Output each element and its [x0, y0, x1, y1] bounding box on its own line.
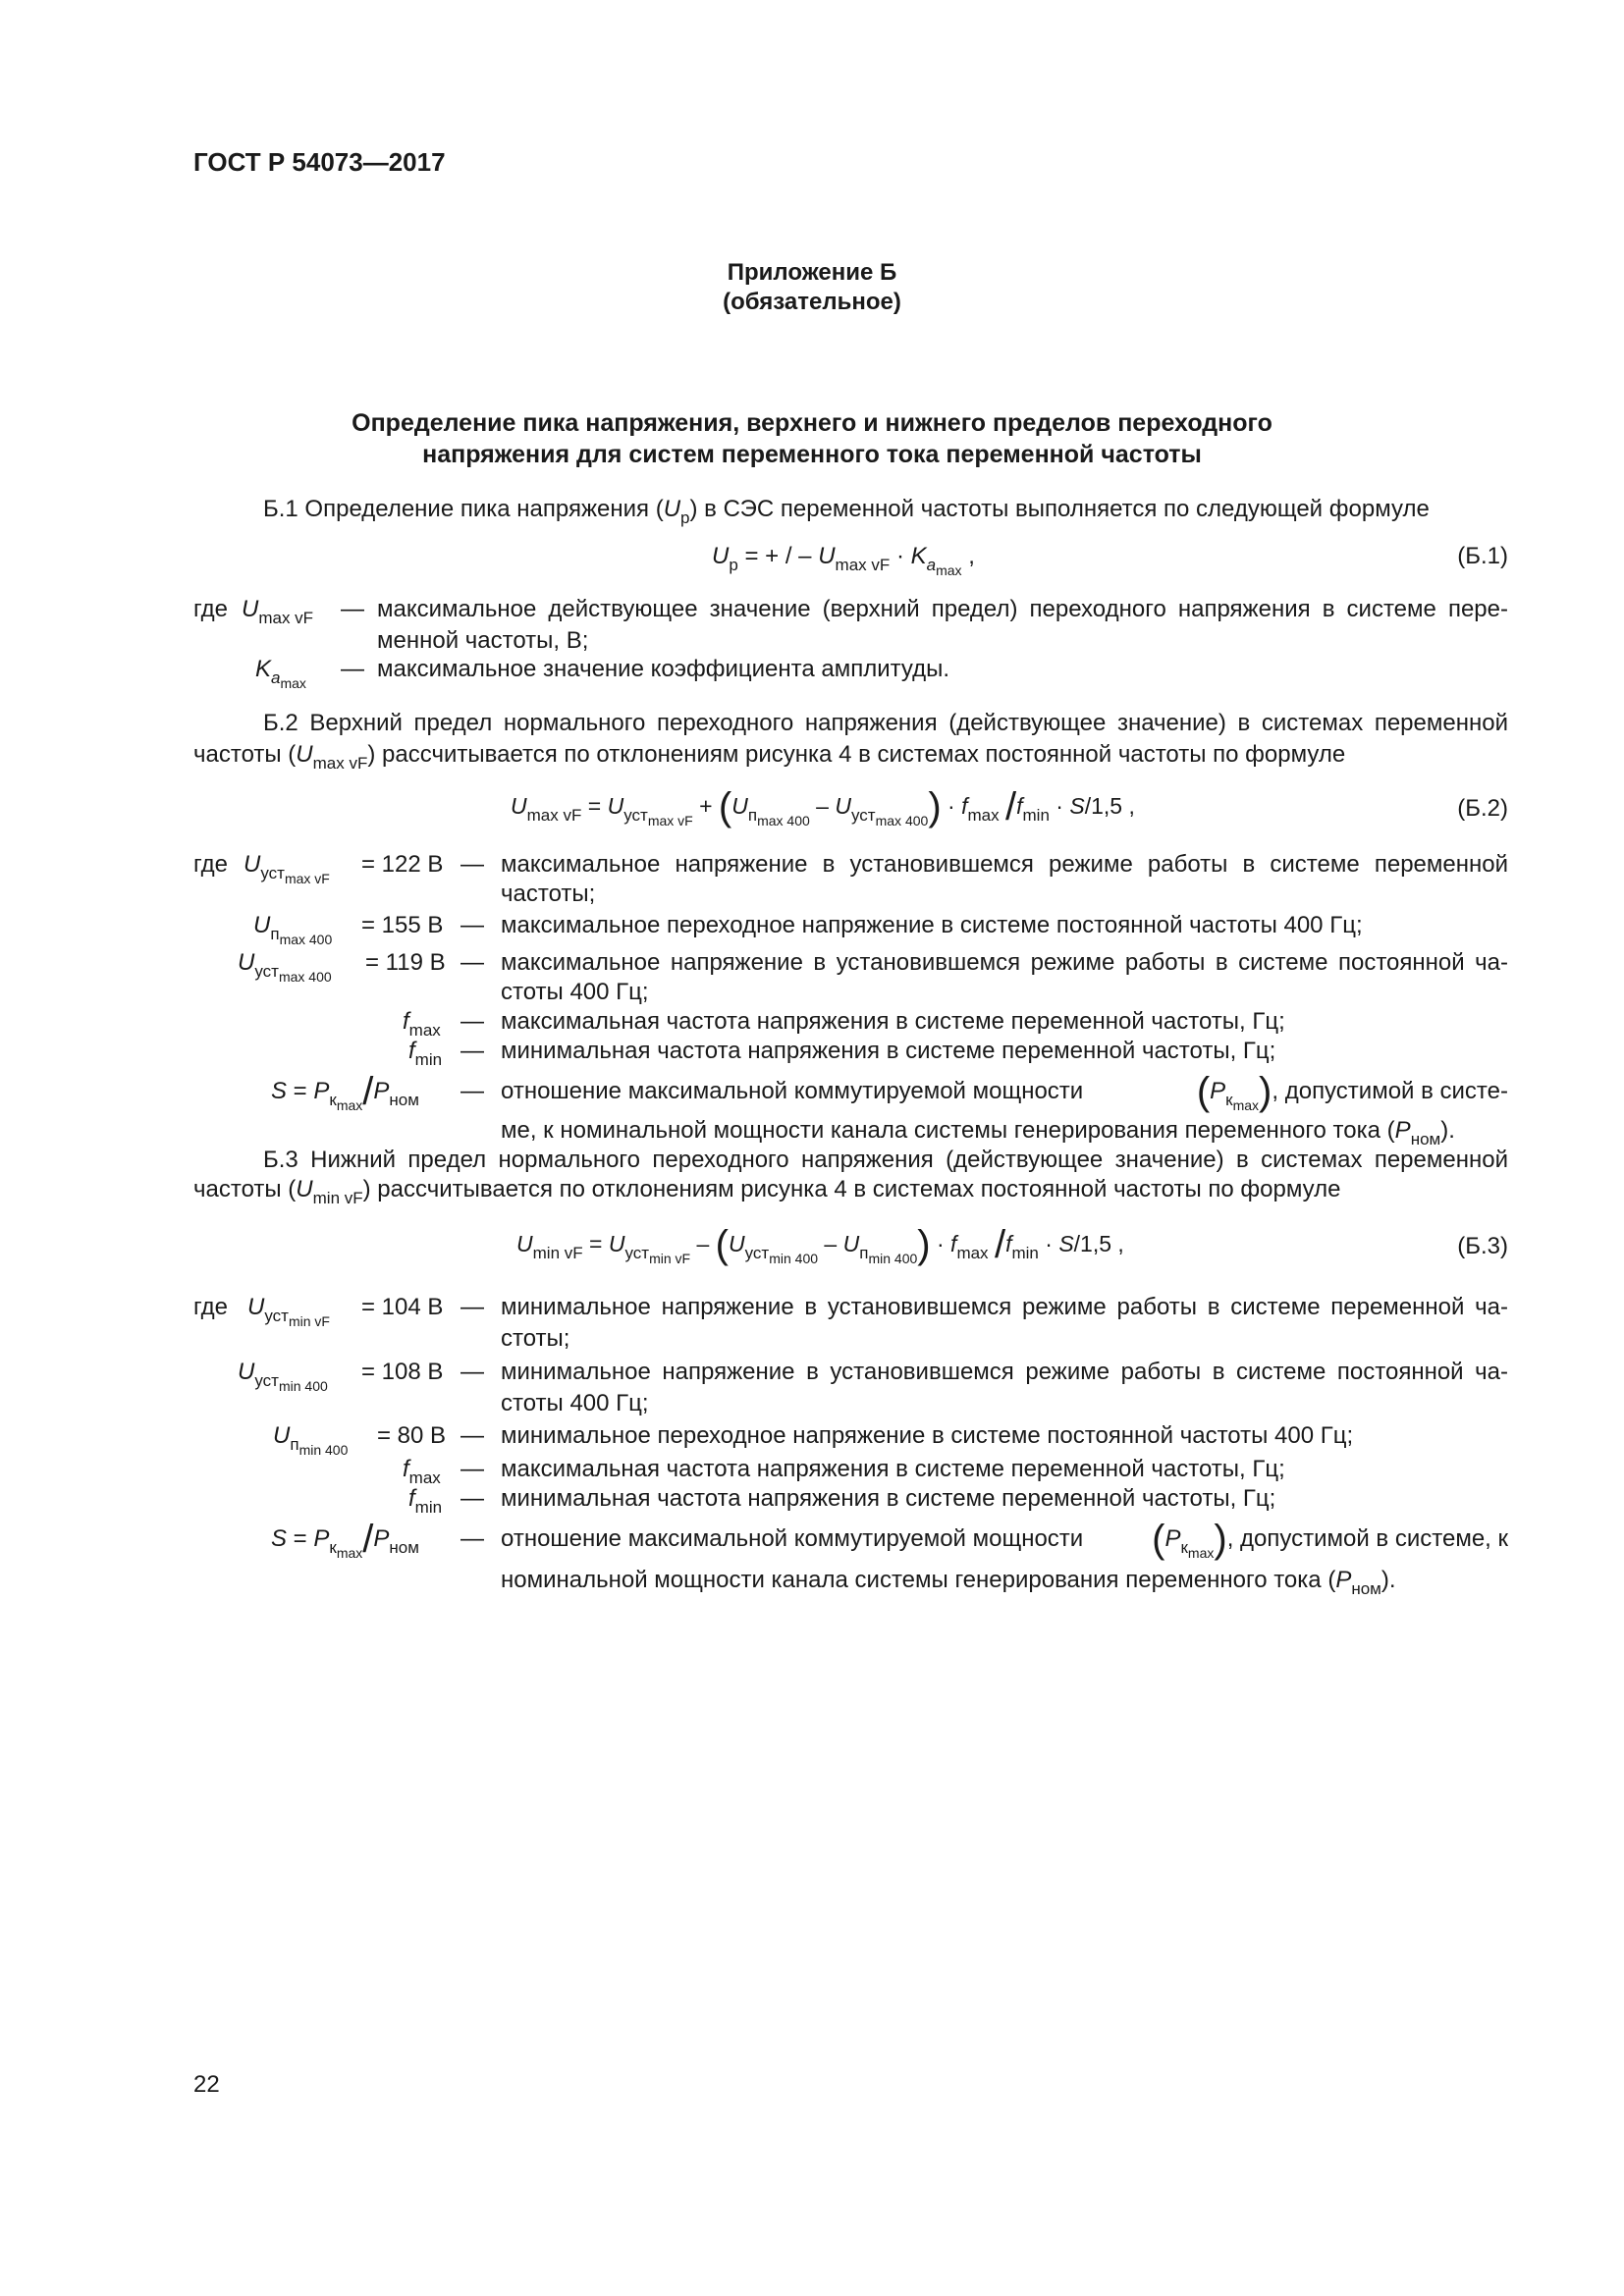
b3-def-6-line2-text: номинальной мощности канала системы генерирования переменного тока ( — [501, 1567, 1336, 1593]
b3-symbol-fmin: $f_{min}$ — [408, 1485, 443, 1517]
b2-symbol-fmin: $f_{min}$ — [408, 1038, 443, 1069]
b3-def-2-line1: минимальное напряжение в установившемся режиме работы в системе постоянной ча- — [501, 1359, 1508, 1385]
formula-b1-number: (Б.1) — [1457, 543, 1508, 569]
b2-paragraph-line1: Б.2 Верхний предел нормального переходного напряжения (действующее значение) в системах переменной — [263, 710, 1508, 736]
b3-def-6-part-a: отношение максимальной коммутируемой мощности — [501, 1525, 1084, 1552]
dash: — — [460, 1038, 484, 1064]
formula-b3: $U_{min vF} = U_{уст_{min vF}} - (U_{уст_{min 400}} - U_{п_{min 400}}) \cdot f_{max}$ $/f_{min} \cdot S/1,5$ , — [516, 1223, 1124, 1266]
formula-b2-number: (Б.2) — [1457, 795, 1508, 822]
b1-where: где — [193, 596, 229, 622]
b2-line2-post: ) рассчитывается по отклонениям рисунка 4 в системах постоянной частоты по формуле — [367, 741, 1346, 768]
b2-line2-pre: частоты ( — [193, 741, 297, 768]
b2-def-3-line1: максимальное напряжение в установившемся режиме работы в системе постоянной ча- — [501, 949, 1508, 976]
dash: — — [460, 912, 484, 938]
b3-symbol-fmax: $f_{max}$ — [403, 1456, 441, 1487]
section-heading-line2: напряжения для систем переменного тока переменной частоты — [422, 441, 1202, 468]
dash: — — [460, 1294, 484, 1320]
b2-symbol-fmax: $f_{max}$ — [403, 1008, 441, 1040]
formula-b1: $U_p$ = + / – $U_{max vF} \cdot K_{a_{max}}$ , — [712, 543, 975, 578]
b2-def-6-line2-text: ме, к номинальной мощности канала системы генерирования переменного тока ( — [501, 1117, 1395, 1144]
b2-where: где — [193, 851, 229, 878]
b2-def-2: максимальное переходное напряжение в системе постоянной частоты 400 Гц; — [501, 912, 1363, 938]
b1-text-post: ) в СЭС переменной частоты выполняется по следующей формуле — [689, 496, 1430, 522]
b3-paragraph-line2: частоты $(U_{min vF})$ рассчитывается по отклонениям рисунка 4 в системах постоянной частоты по формуле — [193, 1176, 1341, 1207]
b3-value-2: = 108 В — [361, 1359, 444, 1385]
b3-symbol-u-ust-min-vf: $U_{уст_{min vF}}$ — [247, 1294, 330, 1329]
b3-where: где — [193, 1294, 229, 1320]
b3-symbol-s: $S = P_{к_{max}}/P_{ном}$ — [271, 1518, 419, 1561]
dash: — — [460, 1525, 484, 1552]
b1-def-1-line2: менной частоты, В; — [377, 627, 589, 654]
b1-def-1-line1: максимальное действующее значение (верхний предел) переходного напряжения в системе пере- — [377, 596, 1508, 622]
dash: — — [460, 1078, 484, 1104]
b2-value-2: = 155 В — [361, 912, 444, 938]
b3-line2-pre: частоты ( — [193, 1176, 297, 1202]
document-header: ГОСТ Р 54073—2017 — [193, 147, 446, 177]
b3-def-6-pk: $(P_{к_{max}})$, допустимой в системе, к — [1152, 1518, 1508, 1561]
dash: — — [460, 851, 484, 878]
dash: — — [460, 1456, 484, 1482]
b3-def-6-line1 — [501, 1518, 1508, 1561]
b3-symbol-u-p-min-400: $U_{п_{min 400}}$ — [273, 1422, 349, 1458]
b3-def-3: минимальное переходное напряжение в системе постоянной частоты 400 Гц; — [501, 1422, 1354, 1449]
b3-def-5: минимальная частота напряжения в системе переменной частоты, Гц; — [501, 1485, 1276, 1512]
dash: — — [460, 1422, 484, 1449]
b2-def-6-part-a: отношение максимальной коммутируемой мощности — [501, 1078, 1084, 1104]
b2-symbol-u-p-max-400: $U_{п_{max 400}}$ — [253, 912, 333, 947]
b3-paragraph-line1: Б.3 Нижний предел нормального переходного напряжения (действующее значение) в системах переменной — [263, 1147, 1508, 1173]
b2-symbol-u-ust-max-vf: $U_{уст_{max vF}}$ — [244, 851, 330, 886]
b2-symbol-u-ust-max-400: $U_{уст_{max 400}}$ — [238, 949, 332, 985]
b1-symbol-umax: $U_{max vF}$ — [242, 596, 314, 627]
b1-symbol-ka: $K_{a_{max}}$ — [255, 656, 306, 691]
b3-def-6-line2: номинальной мощности канала системы генерирования переменного тока $(P_{ном})$. — [501, 1567, 1396, 1598]
b3-value-1: = 104 В — [361, 1294, 444, 1320]
appendix-title: Приложение Б — [727, 259, 897, 286]
b1-text-pre: Б.1 Определение пика напряжения ( — [263, 496, 664, 522]
b2-def-6-line2: ме, к номинальной мощности канала системы генерирования переменного тока $(P_{ном})$. — [501, 1117, 1455, 1148]
b2-def-5: минимальная частота напряжения в системе переменной частоты, Гц; — [501, 1038, 1276, 1064]
b3-def-1-line1: минимальное напряжение в установившемся режиме работы в системе переменной ча- — [501, 1294, 1508, 1320]
b2-value-3: = 119 В — [365, 949, 446, 976]
page-number: 22 — [193, 2071, 220, 2098]
dash: — — [341, 596, 364, 622]
b2-def-1-line1: максимальное напряжение в установившемся режиме работы в системе переменной — [501, 851, 1508, 878]
formula-b3-number: (Б.3) — [1457, 1233, 1508, 1259]
dash: — — [460, 1359, 484, 1385]
b3-def-1-line2: стоты; — [501, 1325, 570, 1352]
b2-def-6-pk: $(P_{к_{max}})$, допустимой в систе- — [1196, 1070, 1508, 1113]
dash: — — [460, 1485, 484, 1512]
b2-paragraph-line2: частоты $(U_{max vF})$ рассчитывается по отклонениям рисунка 4 в системах постоянной частоты по формуле — [193, 741, 1346, 773]
b3-symbol-u-ust-min-400: $U_{уст_{min 400}}$ — [238, 1359, 328, 1394]
b2-def-4: максимальная частота напряжения в системе переменной частоты, Гц; — [501, 1008, 1285, 1035]
dash: — — [460, 949, 484, 976]
b3-value-3: = 80 В — [377, 1422, 447, 1449]
dash: — — [341, 656, 364, 682]
b3-def-6-part-b: , допустимой в системе, к — [1226, 1525, 1508, 1552]
b1-def-2: максимальное значение коэффициента амплитуды. — [377, 656, 949, 682]
formula-b2: $U_{max vF} = U_{уст_{max vF}} + (U_{п_{max 400}} - U_{уст_{max 400}}) \cdot f_{max}$ $/f_{min} \cdot S/1,5$ , — [511, 785, 1135, 828]
b2-symbol-s: $S = P_{к_{max}}/P_{ном}$ — [271, 1070, 419, 1113]
appendix-status: (обязательное) — [723, 289, 901, 315]
b2-def-1-line2: частоты; — [501, 881, 596, 907]
b2-def-3-line2: стоты 400 Гц; — [501, 979, 649, 1005]
b3-def-2-line2: стоты 400 Гц; — [501, 1390, 649, 1416]
b3-def-4: максимальная частота напряжения в системе переменной частоты, Гц; — [501, 1456, 1285, 1482]
b2-value-1: = 122 В — [361, 851, 444, 878]
b2-def-6-part-b: , допустимой в систе- — [1272, 1078, 1508, 1104]
b2-def-6-line1 — [501, 1070, 1508, 1113]
dash: — — [460, 1008, 484, 1035]
b1-paragraph: Б.1 Определение пика напряжения $(U_p)$ в СЭС переменной частоты выполняется по следующей формуле — [263, 496, 1430, 527]
b3-line2-post: ) рассчитывается по отклонениям рисунка 4 в системах постоянной частоты по формуле — [362, 1176, 1341, 1202]
section-heading-line1: Определение пика напряжения, верхнего и нижнего пределов переходного — [352, 409, 1272, 437]
